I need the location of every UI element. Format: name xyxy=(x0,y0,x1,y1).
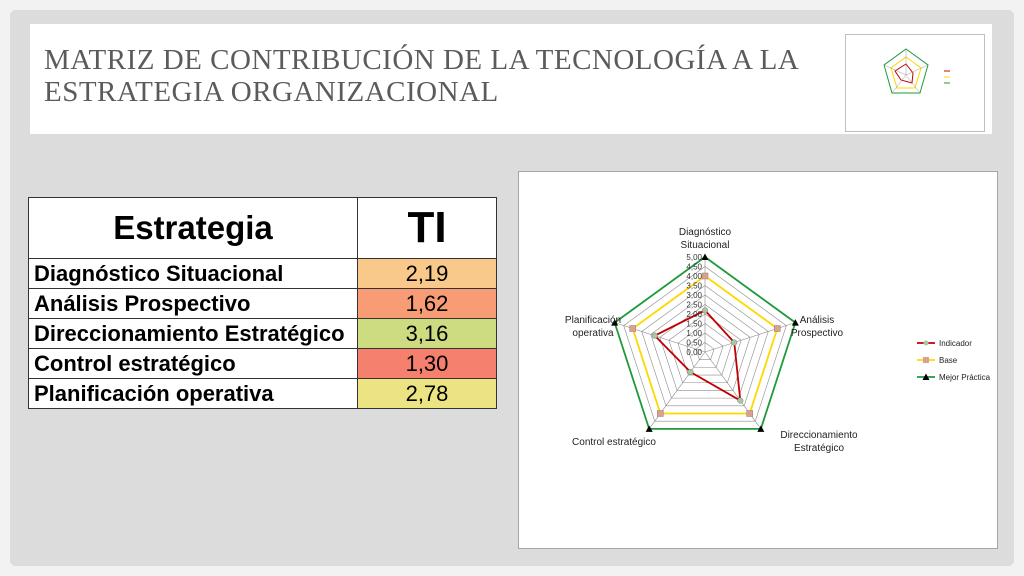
legend-entry: Base xyxy=(939,356,958,365)
header-estrategia: Estrategia xyxy=(29,198,358,259)
strategy-table xyxy=(28,197,497,409)
tick-label: 4,50 xyxy=(686,262,702,272)
row-name: Direccionamiento Estratégico xyxy=(29,319,358,349)
chart-thumbnail xyxy=(845,34,985,132)
row-name: Análisis Prospectivo xyxy=(29,289,358,319)
tick-label: 5,00 xyxy=(686,253,702,262)
table-row xyxy=(29,289,497,319)
row-value: 1,30 xyxy=(358,349,497,379)
data-point xyxy=(731,340,737,346)
legend-entry: Mejor Práctica xyxy=(939,373,991,382)
data-point xyxy=(702,273,708,279)
row-name: Control estratégico xyxy=(29,349,358,379)
tick-label: 3,50 xyxy=(686,281,702,291)
row-value: 2,19 xyxy=(358,259,497,289)
category-label: Direccionamiento Estratégico xyxy=(780,430,858,454)
row-value: 2,78 xyxy=(358,379,497,409)
data-point xyxy=(657,410,663,416)
tick-label: 0,00 xyxy=(686,348,702,357)
table-row xyxy=(29,319,497,349)
legend-marker xyxy=(923,357,929,363)
data-point xyxy=(688,369,694,375)
data-point xyxy=(747,410,753,416)
data-point xyxy=(702,254,709,261)
row-value: 3,16 xyxy=(358,319,497,349)
slide-title: MATRIZ DE CONTRIBUCIÓN DE LA TECNOLOGÍA A LA ESTRATEGIA ORGANIZACIONAL xyxy=(44,44,798,108)
tick-label: 4,00 xyxy=(686,272,702,281)
data-point xyxy=(737,398,743,404)
data-point xyxy=(652,333,658,339)
category-label: Control estratégico xyxy=(572,437,656,448)
legend-entry: Indicador xyxy=(939,339,972,348)
data-point xyxy=(702,308,708,314)
row-name: Planificación operativa xyxy=(29,379,358,409)
table-row xyxy=(29,259,497,289)
header-ti: TI xyxy=(358,198,497,259)
tick-label: 1,00 xyxy=(686,329,702,338)
axis-spoke xyxy=(705,323,795,352)
table-row xyxy=(29,379,497,409)
row-name: Diagnóstico Situacional xyxy=(29,259,358,289)
tick-label: 0,50 xyxy=(686,338,702,348)
radar-chart-svg xyxy=(519,172,997,548)
tick-label: 2,50 xyxy=(686,300,702,310)
data-point xyxy=(630,326,636,332)
tick-label: 3,00 xyxy=(686,291,702,300)
category-label: Diagnóstico Situacional xyxy=(678,227,732,251)
legend-marker xyxy=(924,341,929,346)
tick-label: 2,00 xyxy=(686,310,702,319)
chart-thumbnail-graphic xyxy=(846,35,984,131)
radar-chart xyxy=(518,171,998,549)
category-label: Planificación operativa xyxy=(564,315,622,339)
tick-label: 1,50 xyxy=(686,319,702,329)
table-header-row xyxy=(29,198,497,259)
table-row xyxy=(29,349,497,379)
row-value: 1,62 xyxy=(358,289,497,319)
data-point xyxy=(774,326,780,332)
category-label: Análisis Prospectivo xyxy=(790,315,844,339)
